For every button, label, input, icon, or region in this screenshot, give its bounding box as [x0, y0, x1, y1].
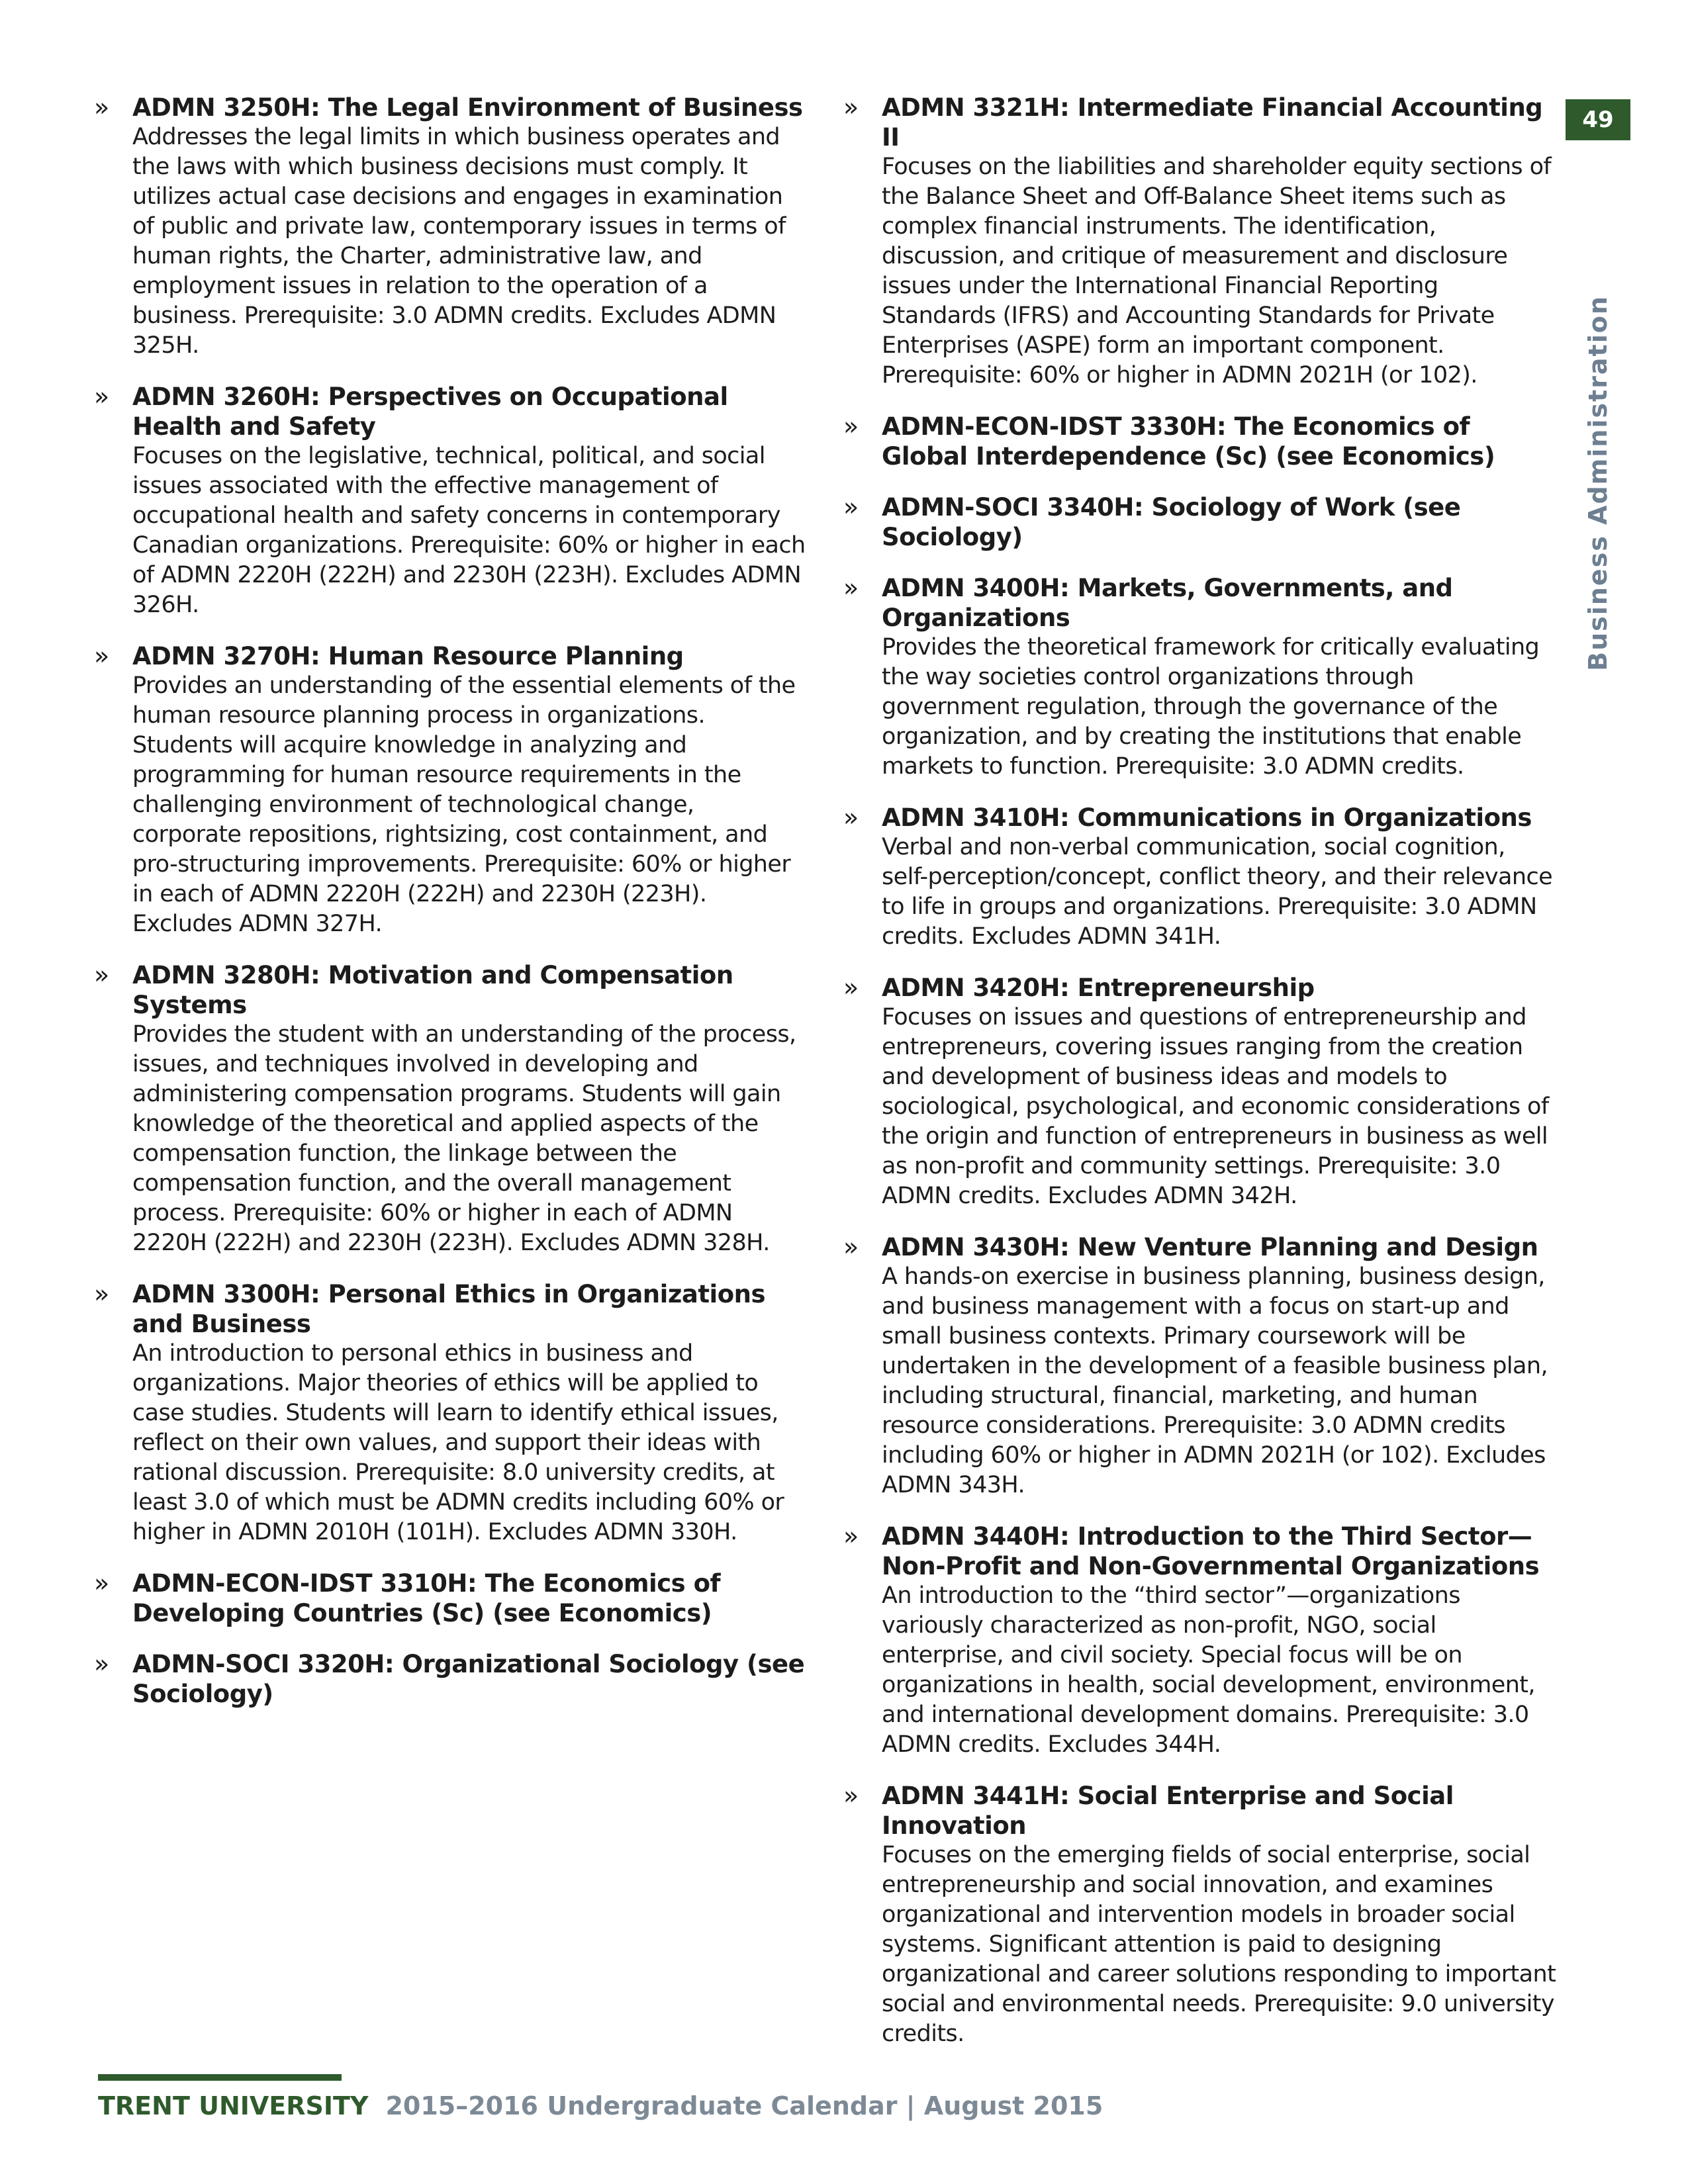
course-title: ADMN 3441H: Social Enterprise and Social Innovation	[882, 1782, 1454, 1840]
bullet-icon: »	[843, 1232, 859, 1261]
course-entry	[841, 803, 1557, 952]
course-entry	[841, 93, 1557, 390]
bullet-icon: »	[94, 93, 110, 122]
course-description: Focuses on issues and questions of entrepreneurship and entrepreneurs, covering issues ranging from the creation and development of business ideas and models to sociological, psychological, and economic considerations of the origin and function of entrepreneurs in business as well as non-profit and community settings. Prerequisite: 3.0 ADMN credits. Excludes ADMN 342H.	[882, 1004, 1549, 1209]
course-title: ADMN 3420H: Entrepreneurship	[882, 974, 1315, 1002]
course-title: ADMN 3400H: Markets, Governments, and Organizations	[882, 574, 1453, 632]
page-number-badge: 49	[1566, 99, 1630, 140]
bullet-icon: »	[843, 573, 859, 602]
course-description: An introduction to the “third sector”—organizations variously characterized as non-profit, NGO, social enterprise, and civil society. Special focus will be on organizations in health, social development, environment, and international development domains. Prerequisite: 3.0 ADMN credits. Excludes 344H.	[882, 1582, 1535, 1758]
course-description: Provides the theoretical framework for critically evaluating the way societies control organizations through government regulation, through the governance of the organization, and by creating the institutions that enable markets to function. Prerequisite: 3.0 ADMN credits.	[882, 634, 1540, 780]
bullet-icon: »	[843, 412, 859, 441]
course-entry	[841, 1232, 1557, 1500]
course-entry	[91, 1649, 808, 1709]
course-entry	[841, 973, 1557, 1211]
bullet-icon: »	[94, 1649, 110, 1678]
course-title: ADMN 3280H: Motivation and Compensation Systems	[132, 961, 733, 1019]
bullet-icon: »	[843, 803, 859, 832]
course-title: ADMN-SOCI 3340H: Sociology of Work (see Sociology)	[882, 493, 1461, 551]
footer-organization: TRENT UNIVERSITY	[98, 2091, 369, 2120]
bullet-icon: »	[94, 1569, 110, 1598]
course-title: ADMN-ECON-IDST 3310H: The Economics of Developing Countries (Sc) (see Economics)	[132, 1569, 721, 1627]
course-title: ADMN 3410H: Communications in Organizations	[882, 803, 1532, 832]
course-description: A hands-on exercise in business planning, business design, and business management with a focus on start-up and small business contexts. Primary coursework will be undertaken in the development of a feasible business plan, including structural, financial, marketing, and human resource considerations. Prerequisite: 3.0 ADMN credits including 60% or higher in ADMN 2021H (or 102). Excludes ADMN 343H.	[882, 1263, 1548, 1498]
course-entry	[91, 1279, 808, 1547]
footer	[98, 2091, 1103, 2120]
course-entry	[91, 641, 808, 939]
section-side-label: Business Administration	[1583, 295, 1613, 671]
course-title: ADMN 3250H: The Legal Environment of Business	[132, 93, 803, 122]
bullet-icon: »	[94, 1279, 110, 1308]
course-description: Focuses on the legislative, technical, political, and social issues associated with the effective management of occupational health and safety concerns in contemporary Canadian organizations. Prerequisite: 60% or higher in each of ADMN 2220H (222H) and 2230H (223H). Excludes ADMN 326H.	[132, 443, 806, 618]
course-title: ADMN 3260H: Perspectives on Occupational Health and Safety	[132, 383, 728, 441]
footer-calendar-info: 2015–2016 Undergraduate Calendar | August 2015	[385, 2091, 1103, 2120]
bullet-icon: »	[94, 641, 110, 670]
course-description: Provides an understanding of the essential elements of the human resource planning process in organizations. Students will acquire knowledge in analyzing and programming for human resource requirements in the challenging environment of technological change, corporate repositions, rightsizing, cost containment, and pro-structuring improvements. Prerequisite: 60% or higher in each of ADMN 2220H (222H) and 2230H (223H). Excludes ADMN 327H.	[132, 672, 796, 937]
course-entry	[841, 1522, 1557, 1760]
bullet-icon: »	[843, 492, 859, 522]
course-description: Addresses the legal limits in which business operates and the laws with which business decisions must comply. It utilizes actual case decisions and engages in examination of public and private law, contemporary issues in terms of human rights, the Charter, administrative law, and employment issues in relation to the operation of a business. Prerequisite: 3.0 ADMN credits. Excludes ADMN 325H.	[132, 124, 786, 359]
footer-rule	[98, 2074, 342, 2081]
course-title: ADMN-SOCI 3320H: Organizational Sociology (see Sociology)	[132, 1650, 805, 1708]
course-entry	[91, 1569, 808, 1628]
bullet-icon: »	[843, 1781, 859, 1810]
course-entry	[91, 93, 808, 361]
course-title: ADMN 3321H: Intermediate Financial Accounting II	[882, 93, 1543, 152]
course-entry	[841, 1781, 1557, 2049]
bullet-icon: »	[843, 93, 859, 122]
course-description: Provides the student with an understanding of the process, issues, and techniques involved in developing and administering compensation programs. Students will gain knowledge of the theoretical and applied aspects of the compensation function, the linkage between the compensation function, and the overall management process. Prerequisite: 60% or higher in each of ADMN 2220H (222H) and 2230H (223H). Excludes ADMN 328H.	[132, 1021, 796, 1256]
course-title: ADMN 3440H: Introduction to the Third Sector—Non-Profit and Non-Governmental Organizations	[882, 1522, 1540, 1580]
course-entry	[841, 412, 1557, 471]
bullet-icon: »	[843, 1522, 859, 1551]
bullet-icon: »	[94, 382, 110, 411]
course-description: Focuses on the emerging fields of social enterprise, social entrepreneurship and social innovation, and examines organizational and intervention models in broader social systems. Significant attention is paid to designing organizational and career solutions responding to important social and environmental needs. Prerequisite: 9.0 university credits.	[882, 1842, 1556, 2047]
left-column	[91, 93, 808, 1730]
bullet-icon: »	[94, 960, 110, 989]
course-entry	[841, 573, 1557, 782]
course-entry	[841, 492, 1557, 552]
course-title: ADMN-ECON-IDST 3330H: The Economics of Global Interdependence (Sc) (see Economics)	[882, 412, 1495, 471]
course-description: Focuses on the liabilities and shareholder equity sections of the Balance Sheet and Off-Balance Sheet items such as complex financial instruments. The identification, discussion, and critique of measurement and disclosure issues under the International Financial Reporting Standards (IFRS) and Accounting Standards for Private Enterprises (ASPE) form an important component. Prerequisite: 60% or higher in ADMN 2021H (or 102).	[882, 154, 1552, 388]
bullet-icon: »	[843, 973, 859, 1002]
course-description: An introduction to personal ethics in business and organizations. Major theories of ethics will be applied to case studies. Students will learn to identify ethical issues, reflect on their own values, and support their ideas with rational discussion. Prerequisite: 8.0 university credits, at least 3.0 of which must be ADMN credits including 60% or higher in ADMN 2010H (101H). Excludes ADMN 330H.	[132, 1340, 784, 1545]
course-entry	[91, 382, 808, 620]
course-title: ADMN 3270H: Human Resource Planning	[132, 642, 684, 670]
course-title: ADMN 3300H: Personal Ethics in Organizations and Business	[132, 1280, 765, 1338]
course-entry	[91, 960, 808, 1258]
course-title: ADMN 3430H: New Venture Planning and Design	[882, 1233, 1538, 1261]
right-column	[841, 93, 1557, 2070]
course-description: Verbal and non-verbal communication, social cognition, self-perception/concept, conflict theory, and their relevance to life in groups and organizations. Prerequisite: 3.0 ADMN credits. Excludes ADMN 341H.	[882, 834, 1553, 950]
